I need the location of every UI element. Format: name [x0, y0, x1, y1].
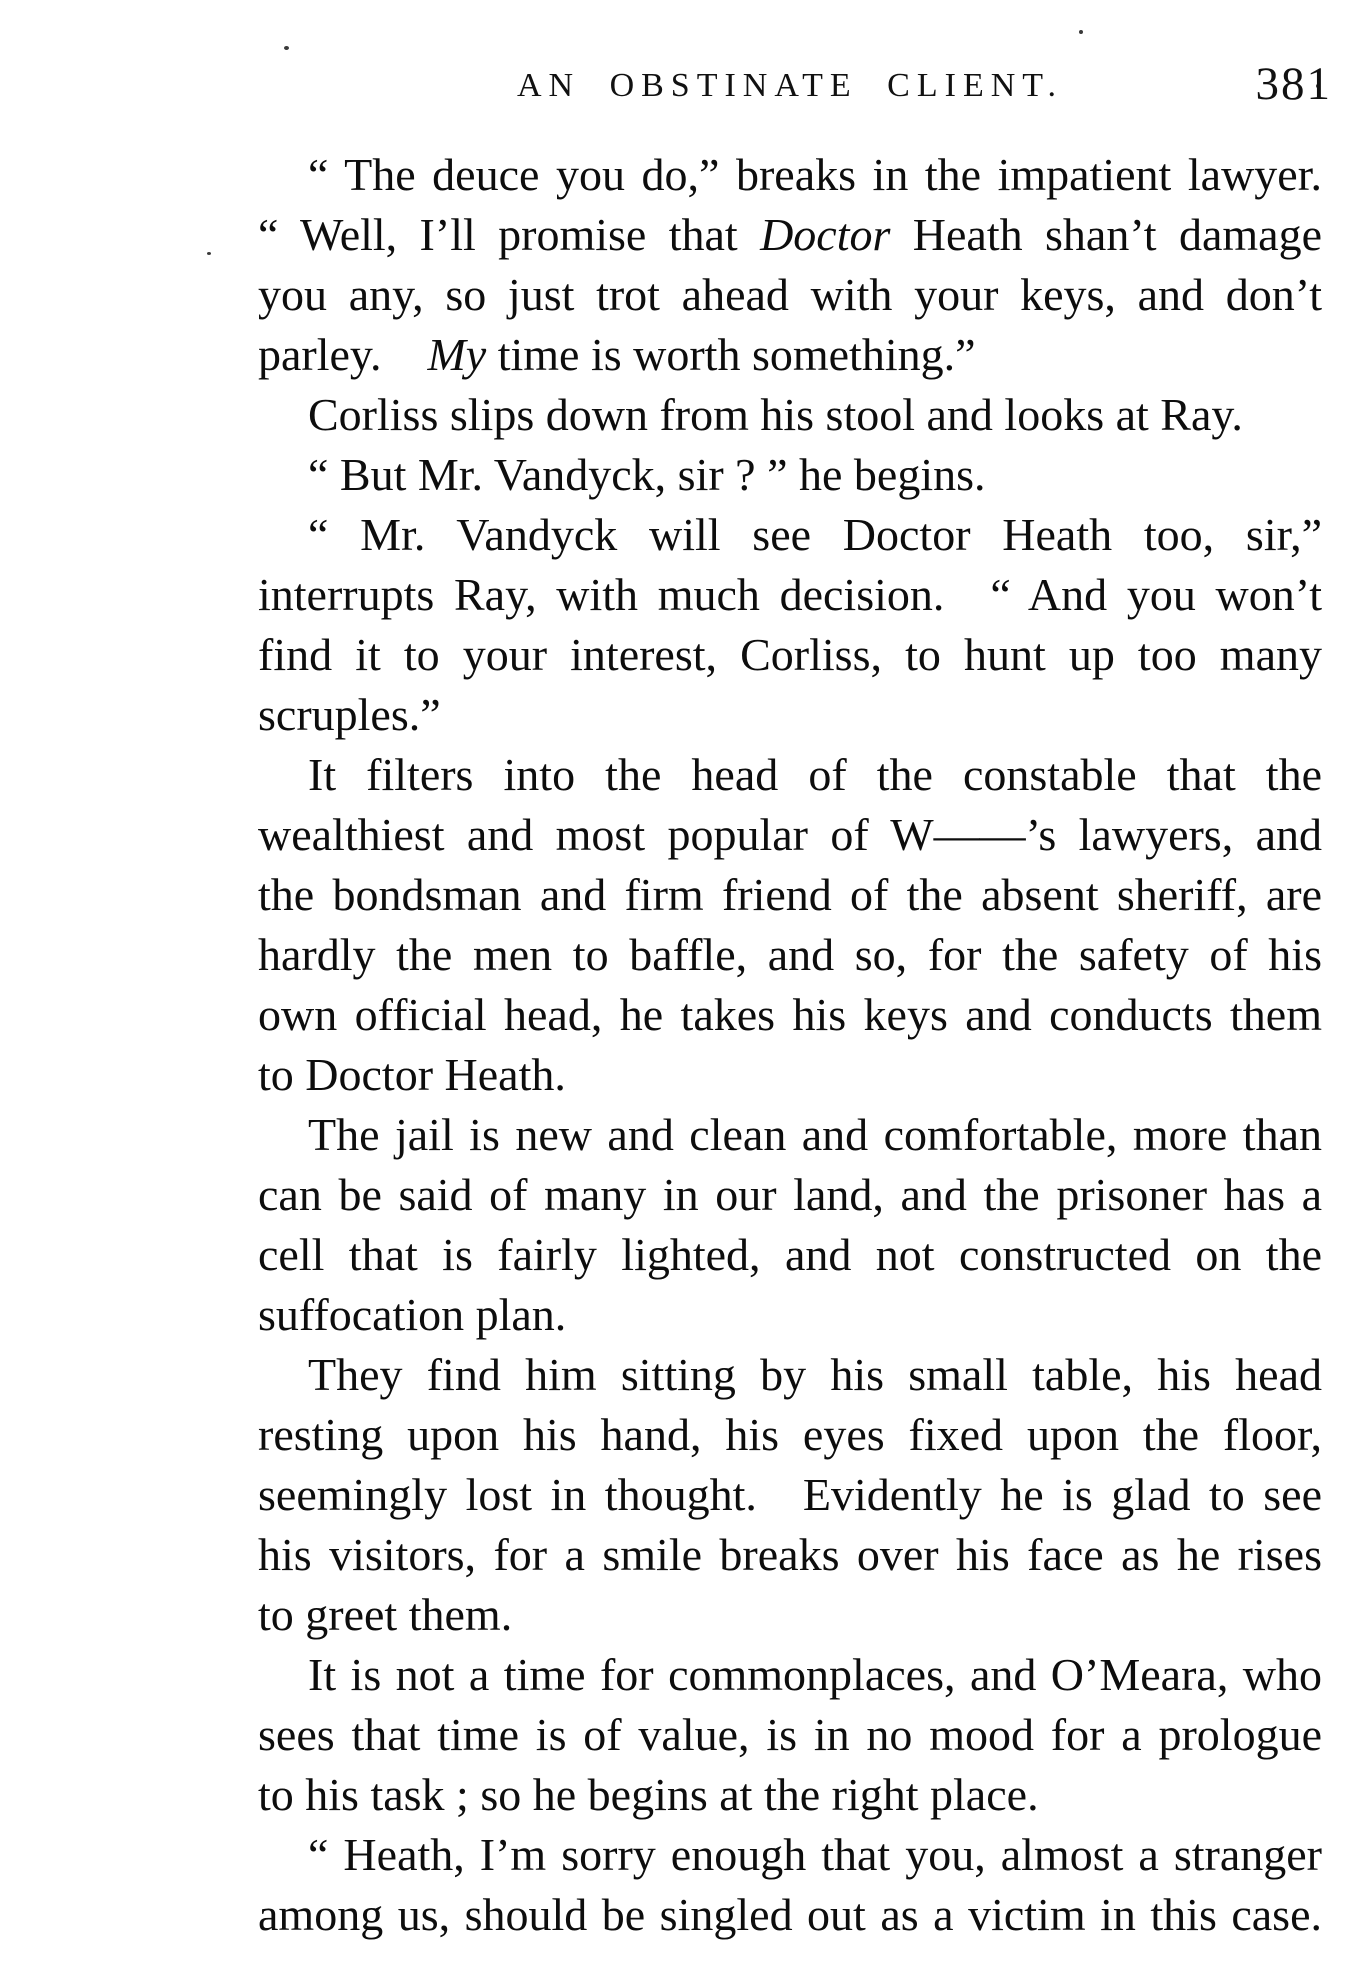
text-line [258, 1405, 1322, 1465]
text-line [258, 1105, 1322, 1165]
text-column [258, 0, 1332, 1982]
text-segment: scruples.” [258, 689, 441, 740]
text-line [258, 1045, 1322, 1105]
text-line [258, 145, 1322, 205]
text-line [258, 205, 1322, 265]
paragraph [258, 1105, 1322, 1345]
text-line [258, 1825, 1322, 1885]
text-segment: own official head, he takes his keys and conducts them [258, 989, 1322, 1040]
page-number: 381 [1255, 58, 1332, 110]
text-segment: They find him sitting by his small table, his head [308, 1349, 1322, 1400]
text-line [258, 805, 1322, 865]
text-line [258, 385, 1322, 445]
text-segment: “ The deuce you do,” breaks in the impatient lawyer. [308, 149, 1322, 200]
text-line [258, 685, 1322, 745]
text-segment: hardly the men to baffle, and so, for the safety of his [258, 929, 1322, 980]
text-segment: “ But Mr. Vandyck, sir ? ” he begins. [308, 449, 986, 500]
text-segment: time is worth something.” [486, 329, 976, 380]
text-line [258, 625, 1322, 685]
text-segment: “ Mr. Vandyck will see Doctor Heath too, sir,” [308, 509, 1322, 560]
running-title: AN OBSTINATE CLIENT. [516, 67, 1064, 104]
text-segment: to his task ; so he begins at the right place. [258, 1769, 1039, 1820]
text-segment: Corliss slips down from his stool and looks at Ray. [308, 389, 1243, 440]
text-line [258, 265, 1322, 325]
text-line [258, 865, 1322, 925]
text-line [258, 925, 1322, 985]
text-line [258, 745, 1322, 805]
running-header [258, 58, 1332, 110]
italic-word: My [427, 329, 487, 380]
italic-word: Doctor [760, 209, 891, 260]
text-segment: to Doctor Heath. [258, 1049, 566, 1100]
text-segment: sees that time is of value, is in no mood for a prologue [258, 1709, 1322, 1760]
page-body [258, 145, 1322, 1945]
text-line [258, 325, 1322, 385]
text-line [258, 1225, 1322, 1285]
paragraph [258, 1825, 1322, 1945]
text-line [258, 1705, 1322, 1765]
paragraph [258, 145, 1322, 385]
text-line [258, 565, 1322, 625]
text-segment: you any, so just trot ahead with your keys, and don’t [258, 269, 1322, 320]
text-line [258, 445, 1322, 505]
text-line [258, 1345, 1322, 1405]
text-segment: It filters into the head of the constable that the [308, 749, 1322, 800]
paragraph [258, 1645, 1322, 1825]
text-segment: parley. [258, 329, 428, 380]
paragraph [258, 745, 1322, 1105]
text-line [258, 1885, 1322, 1945]
paragraph [258, 445, 1322, 505]
text-line [258, 1165, 1322, 1225]
text-line [258, 1525, 1322, 1585]
text-segment: “ Heath, I’m sorry enough that you, almost a stranger [308, 1829, 1322, 1880]
text-segment: can be said of many in our land, and the prisoner has a [258, 1169, 1322, 1220]
text-segment: interrupts Ray, with much decision. “ And you won’t [258, 569, 1322, 620]
text-segment: Heath shan’t damage [890, 209, 1322, 260]
text-segment: to greet them. [258, 1589, 513, 1640]
text-segment: resting upon his hand, his eyes fixed upon the floor, [258, 1409, 1322, 1460]
text-line [258, 505, 1322, 565]
text-segment: The jail is new and clean and comfortable, more than [308, 1109, 1322, 1160]
text-segment: “ Well, I’ll promise that [258, 209, 761, 260]
paragraph [258, 385, 1322, 445]
text-segment: find it to your interest, Corliss, to hunt up too many [258, 629, 1322, 680]
text-line [258, 1765, 1322, 1825]
text-segment: seemingly lost in thought. Evidently he is glad to see [258, 1469, 1322, 1520]
text-segment: cell that is fairly lighted, and not constructed on the [258, 1229, 1322, 1280]
text-line [258, 1645, 1322, 1705]
text-line [258, 1285, 1322, 1345]
text-line [258, 1585, 1322, 1645]
text-segment: the bondsman and firm friend of the absent sheriff, are [258, 869, 1322, 920]
text-segment: among us, should be singled out as a victim in this case. [258, 1889, 1322, 1940]
text-line [258, 1465, 1322, 1525]
text-line [258, 985, 1322, 1045]
text-segment: his visitors, for a smile breaks over his face as he rises [258, 1529, 1322, 1580]
paragraph [258, 505, 1322, 745]
text-segment: suffocation plan. [258, 1289, 567, 1340]
scan-speck [207, 252, 211, 255]
text-segment: It is not a time for commonplaces, and O’Meara, who [308, 1649, 1322, 1700]
paragraph [258, 1345, 1322, 1645]
text-segment: wealthiest and most popular of W——’s lawyers, and [258, 809, 1322, 860]
